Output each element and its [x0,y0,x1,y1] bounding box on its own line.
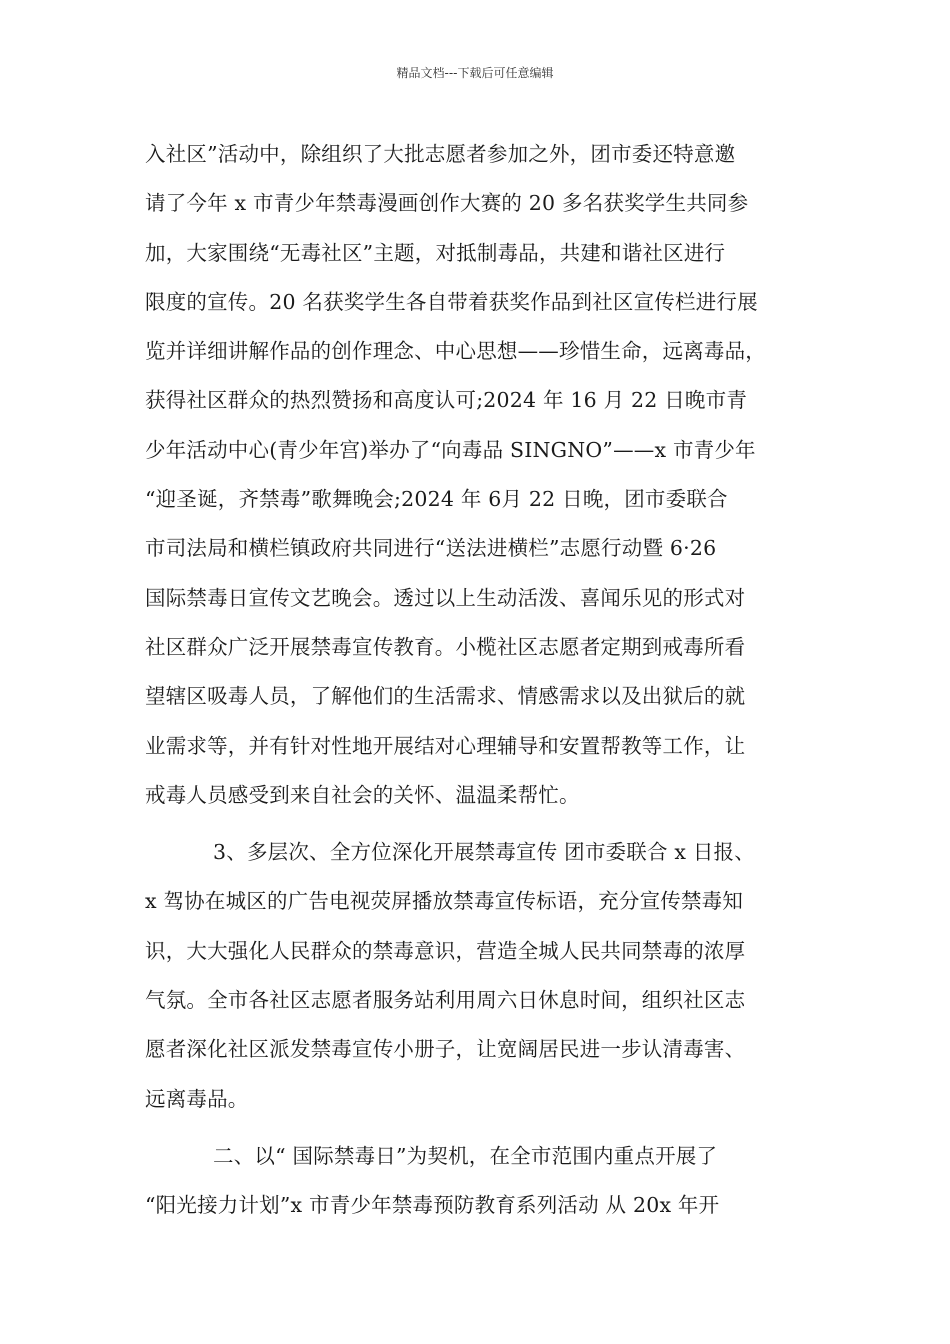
text-line: 愿者深化社区派发禁毒宣传小册子，让宽阔居民进一步认清毒害、 [145,1037,746,1062]
text-line: 限度的宣传。20 名获奖学生各自带着获奖作品到社区宣传栏进行展 [145,289,758,314]
text-line: 社区群众广泛开展禁毒宣传教育。小榄社区志愿者定期到戒毒所看 [145,634,746,659]
text-line: x 驾协在城区的广告电视荧屏播放禁毒宣传标语，充分宣传禁毒知 [145,889,744,914]
text-line: 气氛。全市各社区志愿者服务站利用周六日休息时间，组织社区志 [145,988,746,1013]
text-line: 览并详细讲解作品的创作理念、中心思想——珍惜生命，远离毒品， [145,339,766,364]
text-line: 远离毒品。 [145,1086,249,1111]
paragraph [145,828,815,1124]
text-line: 入社区”活动中，除组织了大批志愿者参加之外，团市委还特意邀 [145,142,736,166]
text-line: 国际禁毒日宣传文艺晚会。透过以上生动活泼、喜闻乐见的形式对 [145,585,746,610]
text-line: “迎圣诞，齐禁毒”歌舞晚会;2024 年 6月 22 日晚，团市委联合 [145,487,728,512]
text-line: 望辖区吸毒人员，了解他们的生活需求、情感需求以及出狱后的就 [145,684,746,709]
text-line: 少年活动中心(青少年宫)举办了“向毒品 SINGNO”——x 市青少年 [145,437,756,462]
paragraph [145,1132,815,1231]
text-line: “阳光接力计划”x 市青少年禁毒预防教育系列活动 从 20x 年开 [145,1193,720,1218]
text-line: 业需求等，并有针对性地开展结对心理辅导和安置帮教等工作，让 [145,733,746,758]
text-line: 加，大家围绕“无毒社区”主题，对抵制毒品，共建和谐社区进行 [145,240,726,265]
text-line: 二、以“ 国际禁毒日”为契机，在全市范围内重点开展了 [213,1143,718,1168]
paragraph [145,130,815,820]
page-header: 精品文档---下载后可任意编辑 [396,66,554,80]
text-line: 获得社区群众的热烈赞扬和高度认可;2024 年 16 月 22 日晚市青 [145,388,748,413]
text-line: 识，大大强化人民群众的禁毒意识，营造全城人民共同禁毒的浓厚 [145,938,746,963]
text-line: 3、多层次、全方位深化开展禁毒宣传 团市委联合 x 日报、 [213,840,755,865]
text-line: 市司法局和横栏镇政府共同进行“送法进横栏”志愿行动暨 6·26 [145,536,717,561]
text-line: 请了今年 x 市青少年禁毒漫画创作大赛的 20 多名获奖学生共同参 [145,191,749,216]
document-body [145,130,815,1231]
text-line: 戒毒人员感受到来自社会的关怀、温温柔帮忙。 [145,782,580,807]
